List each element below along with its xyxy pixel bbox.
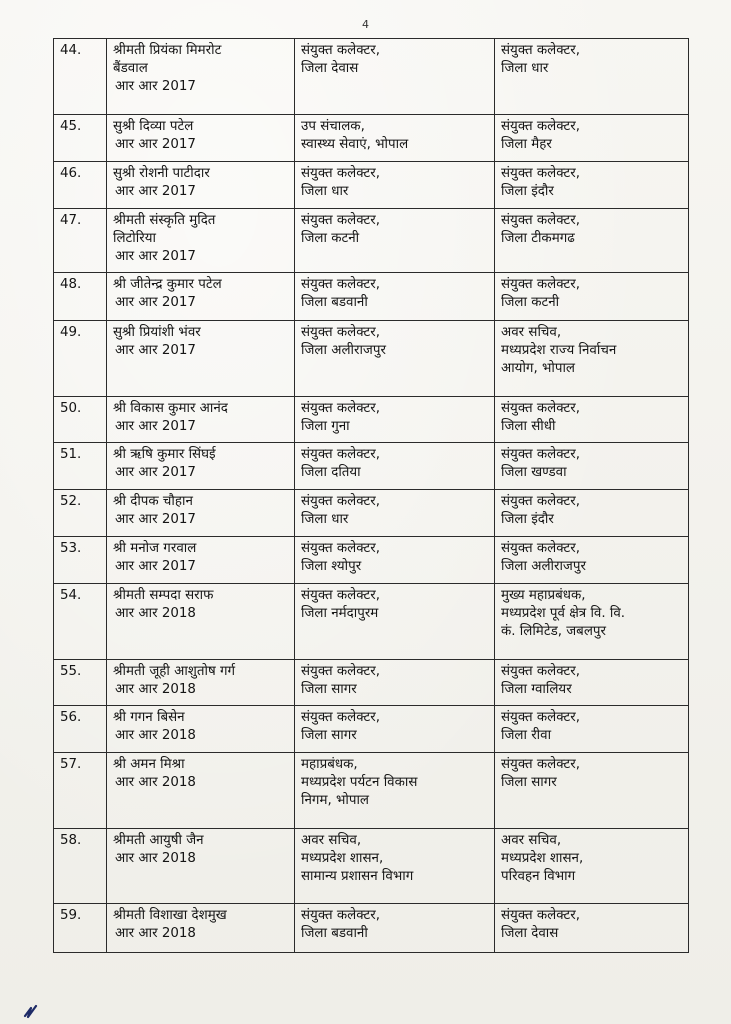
new-posting-cell [495,537,689,584]
serial-number-cell: 55. [54,660,107,706]
current-posting-line: मध्यप्रदेश पर्यटन विकास [301,775,418,790]
page-number: 4 [362,18,369,31]
new-posting-line: संयुक्त कलेक्टर, [501,710,581,725]
officer-name-line: सुश्री रोशनी पाटीदार [113,166,210,181]
current-posting-cell [295,321,495,397]
table-row [54,904,689,953]
current-posting-line: जिला बडवानी [301,926,368,941]
current-posting-line: जिला धार [301,184,349,199]
serial-number-cell: 53. [54,537,107,584]
current-posting-line: जिला श्योपुर [301,559,362,574]
new-posting-cell [495,321,689,397]
new-posting-line: जिला सीधी [501,419,556,434]
new-posting-line: जिला धार [501,61,549,76]
table-row [54,397,689,443]
table-row [54,829,689,904]
officer-name-line: श्रीमती विशाखा देशमुख [113,908,227,923]
new-posting-cell [495,397,689,443]
new-posting-line: जिला इंदौर [501,184,554,199]
table-row [54,321,689,397]
officer-name-line: सुश्री प्रियांशी भंवर [113,325,201,340]
current-posting-line: संयुक्त कलेक्टर, [301,908,381,923]
serial-number-cell: 54. [54,584,107,660]
batch-year: आर आर 2017 [115,512,196,527]
serial-number-cell: 46. [54,162,107,209]
officer-name-line: श्री विकास कुमार आनंद [113,401,228,416]
officer-name-line: श्री जीतेन्द्र कुमार पटेल [113,277,222,292]
new-posting-line: आयोग, भोपाल [501,361,576,376]
batch-year: आर आर 2017 [115,79,196,94]
new-posting-line: संयुक्त कलेक्टर, [501,447,581,462]
current-posting-line: जिला अलीराजपुर [301,343,386,358]
new-posting-cell [495,39,689,115]
new-posting-cell [495,443,689,490]
new-posting-line: जिला ग्वालियर [501,682,572,697]
batch-year: आर आर 2017 [115,343,196,358]
batch-year: आर आर 2017 [115,419,196,434]
new-posting-line: परिवहन विभाग [501,869,576,884]
current-posting-cell [295,660,495,706]
posting-table [53,38,689,953]
officer-name-line: श्री ऋषि कुमार सिंघई [113,447,216,462]
officer-name-cell [107,490,295,537]
new-posting-cell [495,584,689,660]
current-posting-line: जिला देवास [301,61,359,76]
current-posting-line: जिला बडवानी [301,295,368,310]
current-posting-line: संयुक्त कलेक्टर, [301,447,381,462]
current-posting-cell [295,829,495,904]
new-posting-line: जिला खण्डवा [501,465,567,480]
current-posting-line: संयुक्त कलेक्टर, [301,541,381,556]
serial-number-cell: 45. [54,115,107,162]
current-posting-line: जिला सागर [301,728,357,743]
serial-number-cell: 44. [54,39,107,115]
batch-year: आर आर 2017 [115,249,196,264]
table-body [54,39,689,953]
officer-name-cell [107,584,295,660]
current-posting-line: स्वास्थ्य सेवाएं, भोपाल [301,137,409,152]
table-row [54,753,689,829]
officer-name-cell [107,115,295,162]
new-posting-line: संयुक्त कलेक्टर, [501,213,581,228]
new-posting-line: संयुक्त कलेक्टर, [501,401,581,416]
table-row [54,443,689,490]
batch-year: आर आर 2018 [115,851,196,866]
officer-name-cell [107,162,295,209]
current-posting-line: जिला सागर [301,682,357,697]
batch-year: आर आर 2017 [115,184,196,199]
current-posting-cell [295,39,495,115]
new-posting-line: जिला अलीराजपुर [501,559,586,574]
serial-number-cell: 58. [54,829,107,904]
officer-name-cell [107,321,295,397]
current-posting-line: संयुक्त कलेक्टर, [301,166,381,181]
serial-number-cell: 48. [54,273,107,321]
current-posting-cell [295,115,495,162]
serial-number-cell: 50. [54,397,107,443]
batch-year: आर आर 2018 [115,926,196,941]
new-posting-cell [495,209,689,273]
officer-name-cell [107,904,295,953]
new-posting-cell [495,904,689,953]
serial-number-cell: 57. [54,753,107,829]
new-posting-line: जिला टीकमगढ [501,231,575,246]
new-posting-line: जिला सागर [501,775,557,790]
officer-name-line: श्रीमती प्रियंका मिमरोट [113,43,222,58]
new-posting-line: संयुक्त कलेक्टर, [501,277,581,292]
table-row [54,273,689,321]
serial-number-cell: 52. [54,490,107,537]
officer-name-cell [107,660,295,706]
table-row [54,584,689,660]
table-row [54,660,689,706]
new-posting-line: जिला इंदौर [501,512,554,527]
current-posting-line: मध्यप्रदेश शासन, [301,851,384,866]
current-posting-line: संयुक्त कलेक्टर, [301,401,381,416]
current-posting-line: अवर सचिव, [301,833,362,848]
current-posting-cell [295,490,495,537]
officer-name-line: बैंडवाल [113,61,148,76]
new-posting-line: अवर सचिव, [501,325,562,340]
new-posting-cell [495,660,689,706]
new-posting-line: कं. लिमिटेड, जबलपुर [501,624,606,639]
table-row [54,39,689,115]
officer-name-cell [107,706,295,753]
new-posting-line: संयुक्त कलेक्टर, [501,664,581,679]
officer-name-line: श्री दीपक चौहान [113,494,193,509]
batch-year: आर आर 2018 [115,775,196,790]
new-posting-line: संयुक्त कलेक्टर, [501,166,581,181]
current-posting-cell [295,273,495,321]
new-posting-line: जिला कटनी [501,295,560,310]
officer-name-line: श्रीमती जूही आशुतोष गर्ग [113,664,236,679]
serial-number-cell: 49. [54,321,107,397]
new-posting-line: संयुक्त कलेक्टर, [501,757,581,772]
new-posting-line: संयुक्त कलेक्टर, [501,541,581,556]
officer-name-line: सुश्री दिव्या पटेल [113,119,194,134]
batch-year: आर आर 2018 [115,682,196,697]
officer-name-cell [107,39,295,115]
new-posting-cell [495,162,689,209]
table-row [54,537,689,584]
officer-name-line: श्रीमती आयुषी जैन [113,833,204,848]
officer-name-line: श्रीमती सम्पदा सराफ [113,588,214,603]
officer-name-line: श्री गगन बिसेन [113,710,185,725]
new-posting-cell [495,273,689,321]
serial-number-cell: 47. [54,209,107,273]
officer-name-line: लिटोरिया [113,231,156,246]
current-posting-cell [295,753,495,829]
officer-name-cell [107,537,295,584]
serial-number-cell: 56. [54,706,107,753]
serial-number-cell: 59. [54,904,107,953]
current-posting-cell [295,537,495,584]
officer-name-cell [107,209,295,273]
table-row [54,209,689,273]
batch-year: आर आर 2018 [115,728,196,743]
current-posting-line: संयुक्त कलेक्टर, [301,43,381,58]
table-row [54,115,689,162]
table-row [54,490,689,537]
batch-year: आर आर 2017 [115,465,196,480]
new-posting-line: अवर सचिव, [501,833,562,848]
current-posting-line: जिला दतिया [301,465,361,480]
current-posting-line: उप संचालक, [301,119,365,134]
current-posting-line: संयुक्त कलेक्टर, [301,494,381,509]
pen-mark-icon [22,996,46,1020]
current-posting-cell [295,162,495,209]
serial-number-cell: 51. [54,443,107,490]
batch-year: आर आर 2018 [115,606,196,621]
new-posting-line: संयुक्त कलेक्टर, [501,119,581,134]
new-posting-line: संयुक्त कलेक्टर, [501,908,581,923]
officer-name-cell [107,829,295,904]
current-posting-line: जिला धार [301,512,349,527]
current-posting-cell [295,209,495,273]
batch-year: आर आर 2017 [115,137,196,152]
new-posting-cell [495,753,689,829]
table-row [54,706,689,753]
current-posting-cell [295,443,495,490]
officer-name-cell [107,443,295,490]
new-posting-cell [495,706,689,753]
current-posting-line: महाप्रबंधक, [301,757,358,772]
current-posting-line: निगम, भोपाल [301,793,369,808]
new-posting-line: संयुक्त कलेक्टर, [501,494,581,509]
officer-name-cell [107,397,295,443]
new-posting-line: जिला मैहर [501,137,552,152]
table-row [54,162,689,209]
current-posting-line: जिला नर्मदापुरम [301,606,379,621]
new-posting-cell [495,115,689,162]
new-posting-line: जिला रीवा [501,728,552,743]
current-posting-line: संयुक्त कलेक्टर, [301,588,381,603]
current-posting-cell [295,904,495,953]
new-posting-cell [495,829,689,904]
current-posting-line: संयुक्त कलेक्टर, [301,325,381,340]
new-posting-line: मध्यप्रदेश राज्य निर्वाचन [501,343,617,358]
officer-name-line: श्री मनोज गरवाल [113,541,197,556]
batch-year: आर आर 2017 [115,559,196,574]
current-posting-cell [295,706,495,753]
new-posting-cell [495,490,689,537]
officer-name-line: श्रीमती संस्कृति मुदित [113,213,216,228]
new-posting-line: संयुक्त कलेक्टर, [501,43,581,58]
current-posting-line: संयुक्त कलेक्टर, [301,710,381,725]
officer-name-cell [107,273,295,321]
new-posting-line: जिला देवास [501,926,559,941]
current-posting-line: जिला कटनी [301,231,360,246]
batch-year: आर आर 2017 [115,295,196,310]
current-posting-cell [295,584,495,660]
officer-name-line: श्री अमन मिश्रा [113,757,185,772]
current-posting-line: जिला गुना [301,419,350,434]
current-posting-line: संयुक्त कलेक्टर, [301,277,381,292]
current-posting-line: संयुक्त कलेक्टर, [301,213,381,228]
new-posting-line: मध्यप्रदेश शासन, [501,851,584,866]
new-posting-line: मध्यप्रदेश पूर्व क्षेत्र वि. वि. [501,606,626,621]
current-posting-cell [295,397,495,443]
officer-name-cell [107,753,295,829]
new-posting-line: मुख्य महाप्रबंधक, [501,588,586,603]
current-posting-line: संयुक्त कलेक्टर, [301,664,381,679]
current-posting-line: सामान्य प्रशासन विभाग [301,869,414,884]
